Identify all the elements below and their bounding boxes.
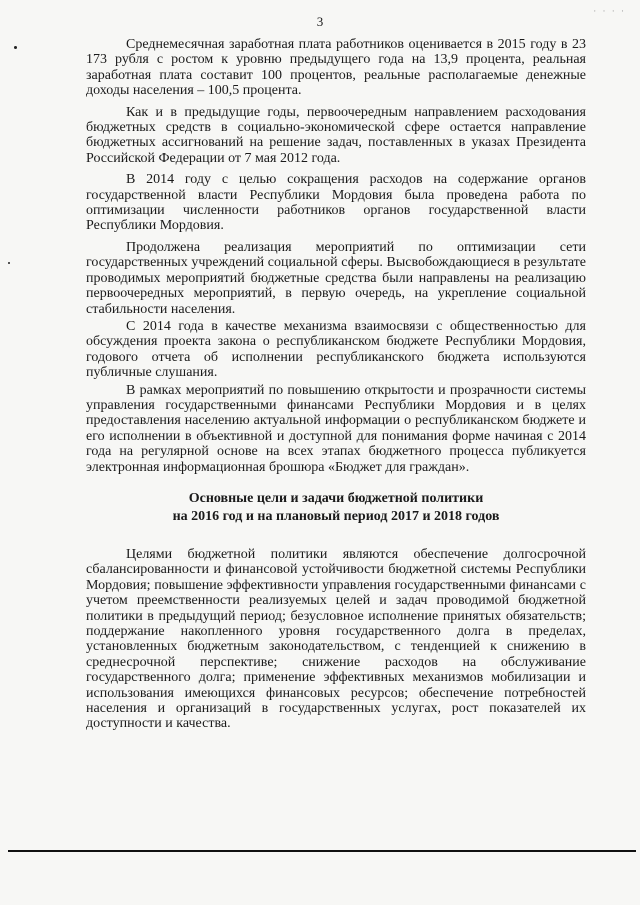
paragraph-policy-goals: Целями бюджетной политики являются обеспечение долгосрочной сбалансированности и финансовой устойчивости бюджетной системы Республики Мордовия; повышение эффективности управления государственными финансами с учетом преемственности реализуемых целей и задач проводимой бюджетной политики в предыдущий период; безусловное исполнение принятых обязательств; поддержание накопленного уровня государственного долга в пределах, установленных бюджетным законодательством, с тенденцией к снижению в среднесрочной перспективе; снижение расходов на обслуживание государственного долга; применение эффективных механизмов мобилизации и использования имеющихся финансовых ресурсов; обеспечение потребностей населения и организаций в государственных услугах, рост показателей их доступности и качества. (86, 546, 586, 732)
scan-dot (8, 262, 10, 264)
paragraph-transparency: В рамках мероприятий по повышению открытости и прозрачности системы управления государственными финансами Республики Мордовия и в целях предоставления населению актуальной информации о республиканском бюджете и его исполнении в объективной и доступной для понимания форме начиная с 2014 года на регулярной основе на всех этапах бюджетного процесса публикуется электронная информационная брошюра «Бюджет для граждан». (86, 382, 586, 475)
section-heading-line-2: на 2016 год и на плановый период 2017 и 2018 годов (172, 508, 500, 524)
document-body (86, 37, 586, 732)
paragraph-priorities: Как и в предыдущие годы, первоочередным направлением расходования бюджетных средств в социально-экономической сфере остается направление бюджетных ассигнований на решение задач, поставленных в указах Президента Российской Федерации от 7 мая 2012 года. (86, 104, 586, 166)
paragraph-network-optimization: Продолжена реализация мероприятий по оптимизации сети государственных учреждений социальной сферы. Высвобождающиеся в результате проводимых мероприятий бюджетные средства были направлены на реализацию первоочередных мероприятий, в первую очередь, на укрепление социальной стабильности населения. (86, 239, 586, 317)
paragraph-staff-optimization: В 2014 году с целью сокращения расходов на содержание органов государственной власти Республики Мордовия была проведена работа по оптимизации численности работников органов государственной власти Республики Мордовия. (86, 172, 586, 234)
corner-mark: · · · · (593, 6, 626, 16)
bottom-rule (8, 850, 636, 852)
scan-dot (14, 46, 17, 49)
section-heading-line-1: Основные цели и задачи бюджетной политики (188, 490, 484, 506)
page-number: 3 (316, 14, 324, 29)
paragraph-wages: Среднемесячная заработная плата работников оценивается в 2015 году в 23 173 рубля с ростом к уровню предыдущего года на 13,9 процента, реальная заработная плата составит 100 процентов, реальные располагаемые денежные доходы населения – 100,5 процента. (86, 37, 586, 99)
paragraph-public-hearings: С 2014 года в качестве механизма взаимосвязи с общественностью для обсуждения проекта закона о республиканском бюджете Республики Мордовия, годового отчета об исполнении республиканского бюджета используются публичные слушания. (86, 318, 586, 381)
